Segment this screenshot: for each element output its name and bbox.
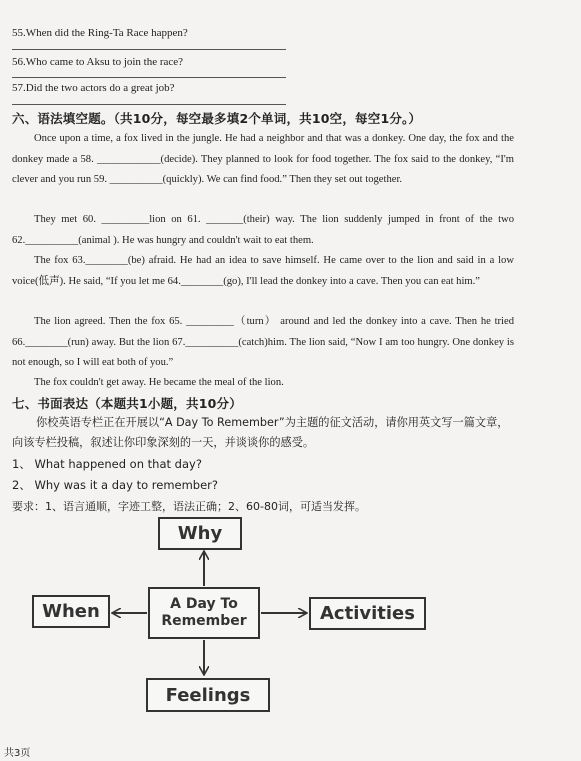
prompt-question-1: 1、 What happened on that day? <box>12 457 202 471</box>
center-box <box>148 587 260 639</box>
question-57: 57.Did the two actors do a great job? <box>12 82 175 94</box>
page-count: 共3页 <box>4 748 31 759</box>
center-line-2: Remember <box>161 613 247 629</box>
center-line-1: A Day To <box>170 596 238 612</box>
paragraph-4-text: The lion agreed. Then the fox 65. _________（turn） around and led the donkey into a cave. Then he tried 66.________(run) away. But the lion 67.__________(catch)him. The lion said, “Now I am too hungry. One donkey is not enough, so I will eat both of you.” <box>12 316 514 368</box>
question-56: 56.Who came to Aksu to join the race? <box>12 56 184 68</box>
when-box: When <box>32 595 110 628</box>
paragraph-2-text: They met 60. _________lion on 61. _______(their) way. The lion suddenly jumped in front of the two 62.__________(animal ). He was hungry and couldn't wait to eat them. <box>12 214 514 246</box>
feelings-box: Feelings <box>146 678 270 712</box>
requirements: 要求：1、语言通顺，字迹工整，语法正确；2、60-80词，可适当发挥。 <box>12 500 366 513</box>
paragraph-3-text: The fox 63.________(be) afraid. He had an idea to save himself. He came over to the lion and said in a low voice(低声). He said, “If you let me 64.________(go), I'll lead the donkey into a cave. Then you can eat him.” <box>12 255 514 287</box>
writing-prompt: 你校英语专栏正在开展以“A Day To Remember”为主题的征文活动，请你用英文写一篇文章，向该专栏投稿，叙述让你印象深刻的一天，并谈谈你的感受。 <box>12 416 509 449</box>
paragraph-1-text: Once upon a time, a fox lived in the jungle. He had a neighbor and that was a donkey. One day, the fox and the donkey made a 58. ____________(decide). They planned to look for food together. The fox said to the donkey, “I'm clever and you run 59. __________(quickly). We can find food.” Then they set out together. <box>12 133 514 185</box>
why-box: Why <box>158 517 242 550</box>
question-55: 55.When did the Ring-Ta Race happen? <box>12 27 188 39</box>
activities-box: Activities <box>309 597 426 630</box>
prompt-question-2: 2、 Why was it a day to remember? <box>12 478 219 492</box>
section-6-title: 六、语法填空题。（共10分，每空最多填2个单词，共10空，每空1分。） <box>12 111 422 126</box>
section-7-title: 七、书面表达（本题共1小题，共10分） <box>12 396 242 411</box>
paragraph-5-text: The fox couldn't get away. He became the meal of the lion. <box>34 377 284 388</box>
